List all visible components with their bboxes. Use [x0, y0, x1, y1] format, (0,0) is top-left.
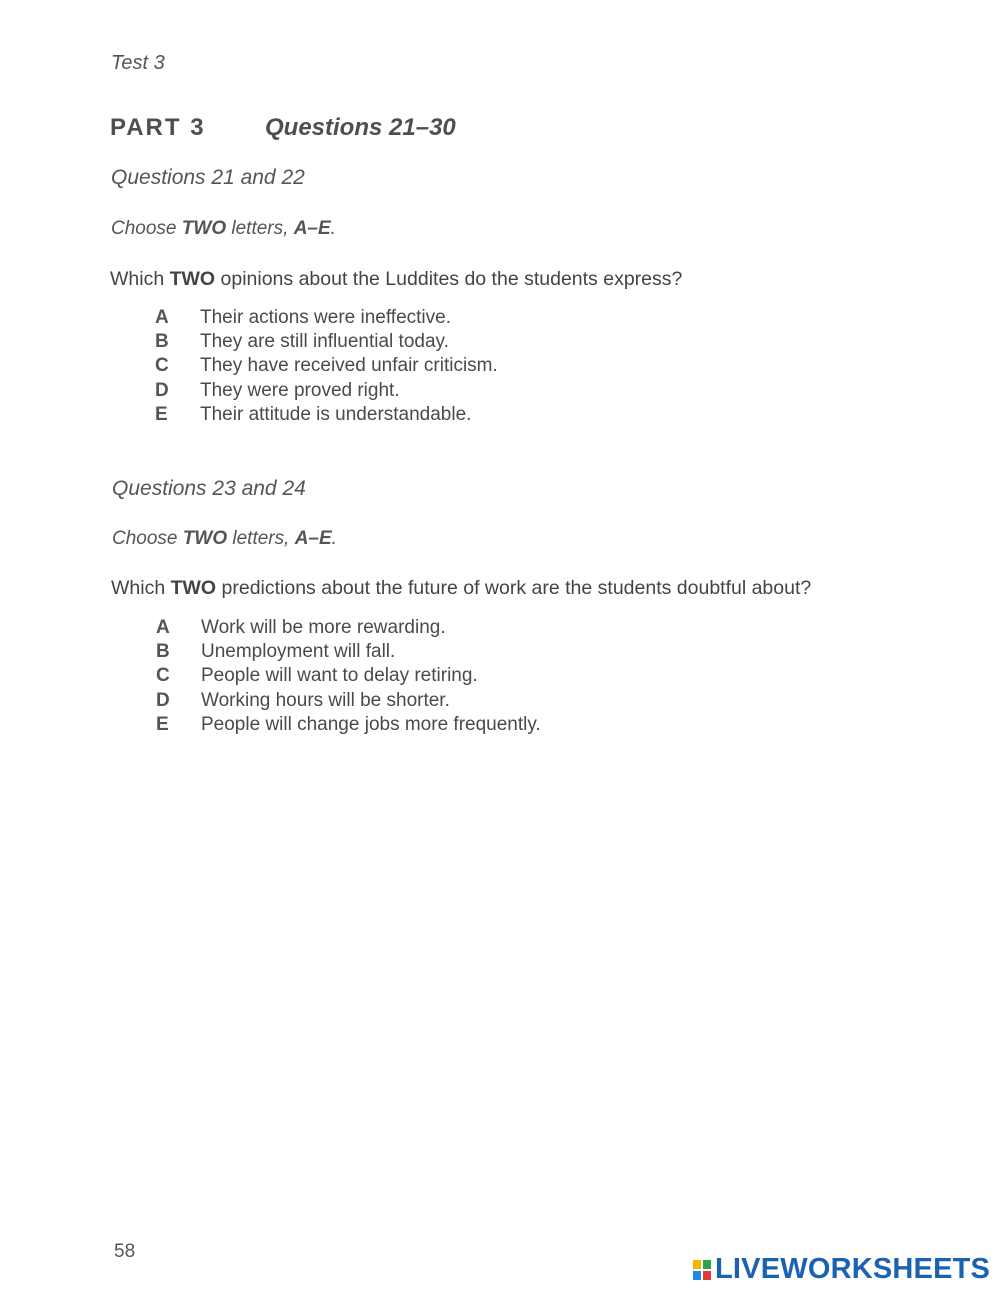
option-text: Unemployment will fall. — [201, 641, 396, 663]
section-2-instruction — [112, 528, 337, 550]
option-text: Their actions were ineffective. — [200, 307, 451, 329]
brand-name: LIVEWORKSHEETS — [715, 1253, 991, 1285]
option-letter: C — [156, 665, 170, 687]
instruction-text: . — [331, 528, 337, 549]
section-1-title: Questions 21 and 22 — [111, 166, 305, 189]
option-text: They are still influential today. — [200, 331, 449, 353]
logo-tile — [692, 1270, 702, 1281]
option-text: Work will be more rewarding. — [201, 617, 446, 639]
option-letter: D — [155, 379, 169, 401]
option-letter: A — [156, 617, 170, 639]
option-letter: E — [156, 713, 169, 735]
section-2-title: Questions 23 and 24 — [112, 477, 306, 500]
section-2-question — [111, 577, 811, 600]
option-text: People will change jobs more frequently. — [201, 713, 541, 735]
option-item[interactable] — [155, 379, 498, 403]
question-emphasis: TWO — [170, 577, 217, 599]
part-questions-range: Questions 21–30 — [265, 114, 456, 141]
question-text: predictions about the future of work are the students doubtful about? — [216, 577, 812, 599]
section-1-instruction — [111, 218, 336, 240]
part-heading: PART 3 — [110, 114, 206, 141]
question-emphasis: TWO — [169, 268, 216, 290]
option-item[interactable] — [155, 403, 498, 427]
instruction-emphasis: A–E — [294, 528, 332, 549]
section-1-question — [110, 268, 682, 291]
instruction-text: letters, — [226, 218, 294, 239]
option-letter: B — [155, 331, 169, 353]
instruction-emphasis: A–E — [293, 218, 331, 239]
test-label: Test 3 — [111, 52, 165, 74]
instruction-emphasis: TWO — [181, 218, 227, 239]
option-item[interactable] — [156, 689, 541, 713]
option-text: They were proved right. — [200, 379, 400, 401]
logo-tile — [702, 1270, 712, 1281]
option-item[interactable] — [155, 330, 498, 354]
option-item[interactable] — [156, 640, 541, 664]
option-letter: E — [155, 403, 168, 425]
option-item[interactable] — [156, 616, 541, 640]
liveworksheets-brand[interactable] — [692, 1253, 990, 1286]
option-text: Working hours will be shorter. — [201, 689, 450, 711]
option-item[interactable] — [156, 713, 541, 737]
instruction-text: letters, — [227, 528, 295, 549]
option-item[interactable] — [156, 664, 541, 688]
page-number: 58 — [114, 1241, 136, 1262]
option-text: They have received unfair criticism. — [200, 355, 498, 377]
section-1-options — [155, 306, 498, 427]
option-item[interactable] — [155, 306, 498, 330]
option-letter: C — [155, 355, 169, 377]
instruction-emphasis: TWO — [182, 528, 228, 549]
logo-tile — [692, 1259, 702, 1270]
question-text: Which — [111, 577, 171, 599]
question-text: Which — [110, 268, 170, 290]
option-letter: A — [155, 307, 169, 329]
option-item[interactable] — [155, 354, 498, 378]
section-2-options — [156, 616, 541, 737]
instruction-text: Choose — [111, 218, 182, 239]
option-letter: B — [156, 641, 170, 663]
logo-tile — [702, 1259, 712, 1270]
question-text: opinions about the Luddites do the students express? — [215, 268, 683, 290]
option-text: People will want to delay retiring. — [201, 665, 478, 687]
liveworksheets-logo-icon — [692, 1259, 712, 1281]
option-text: Their attitude is understandable. — [200, 403, 472, 425]
instruction-text: . — [330, 218, 336, 239]
instruction-text: Choose — [112, 528, 183, 549]
option-letter: D — [156, 689, 170, 711]
